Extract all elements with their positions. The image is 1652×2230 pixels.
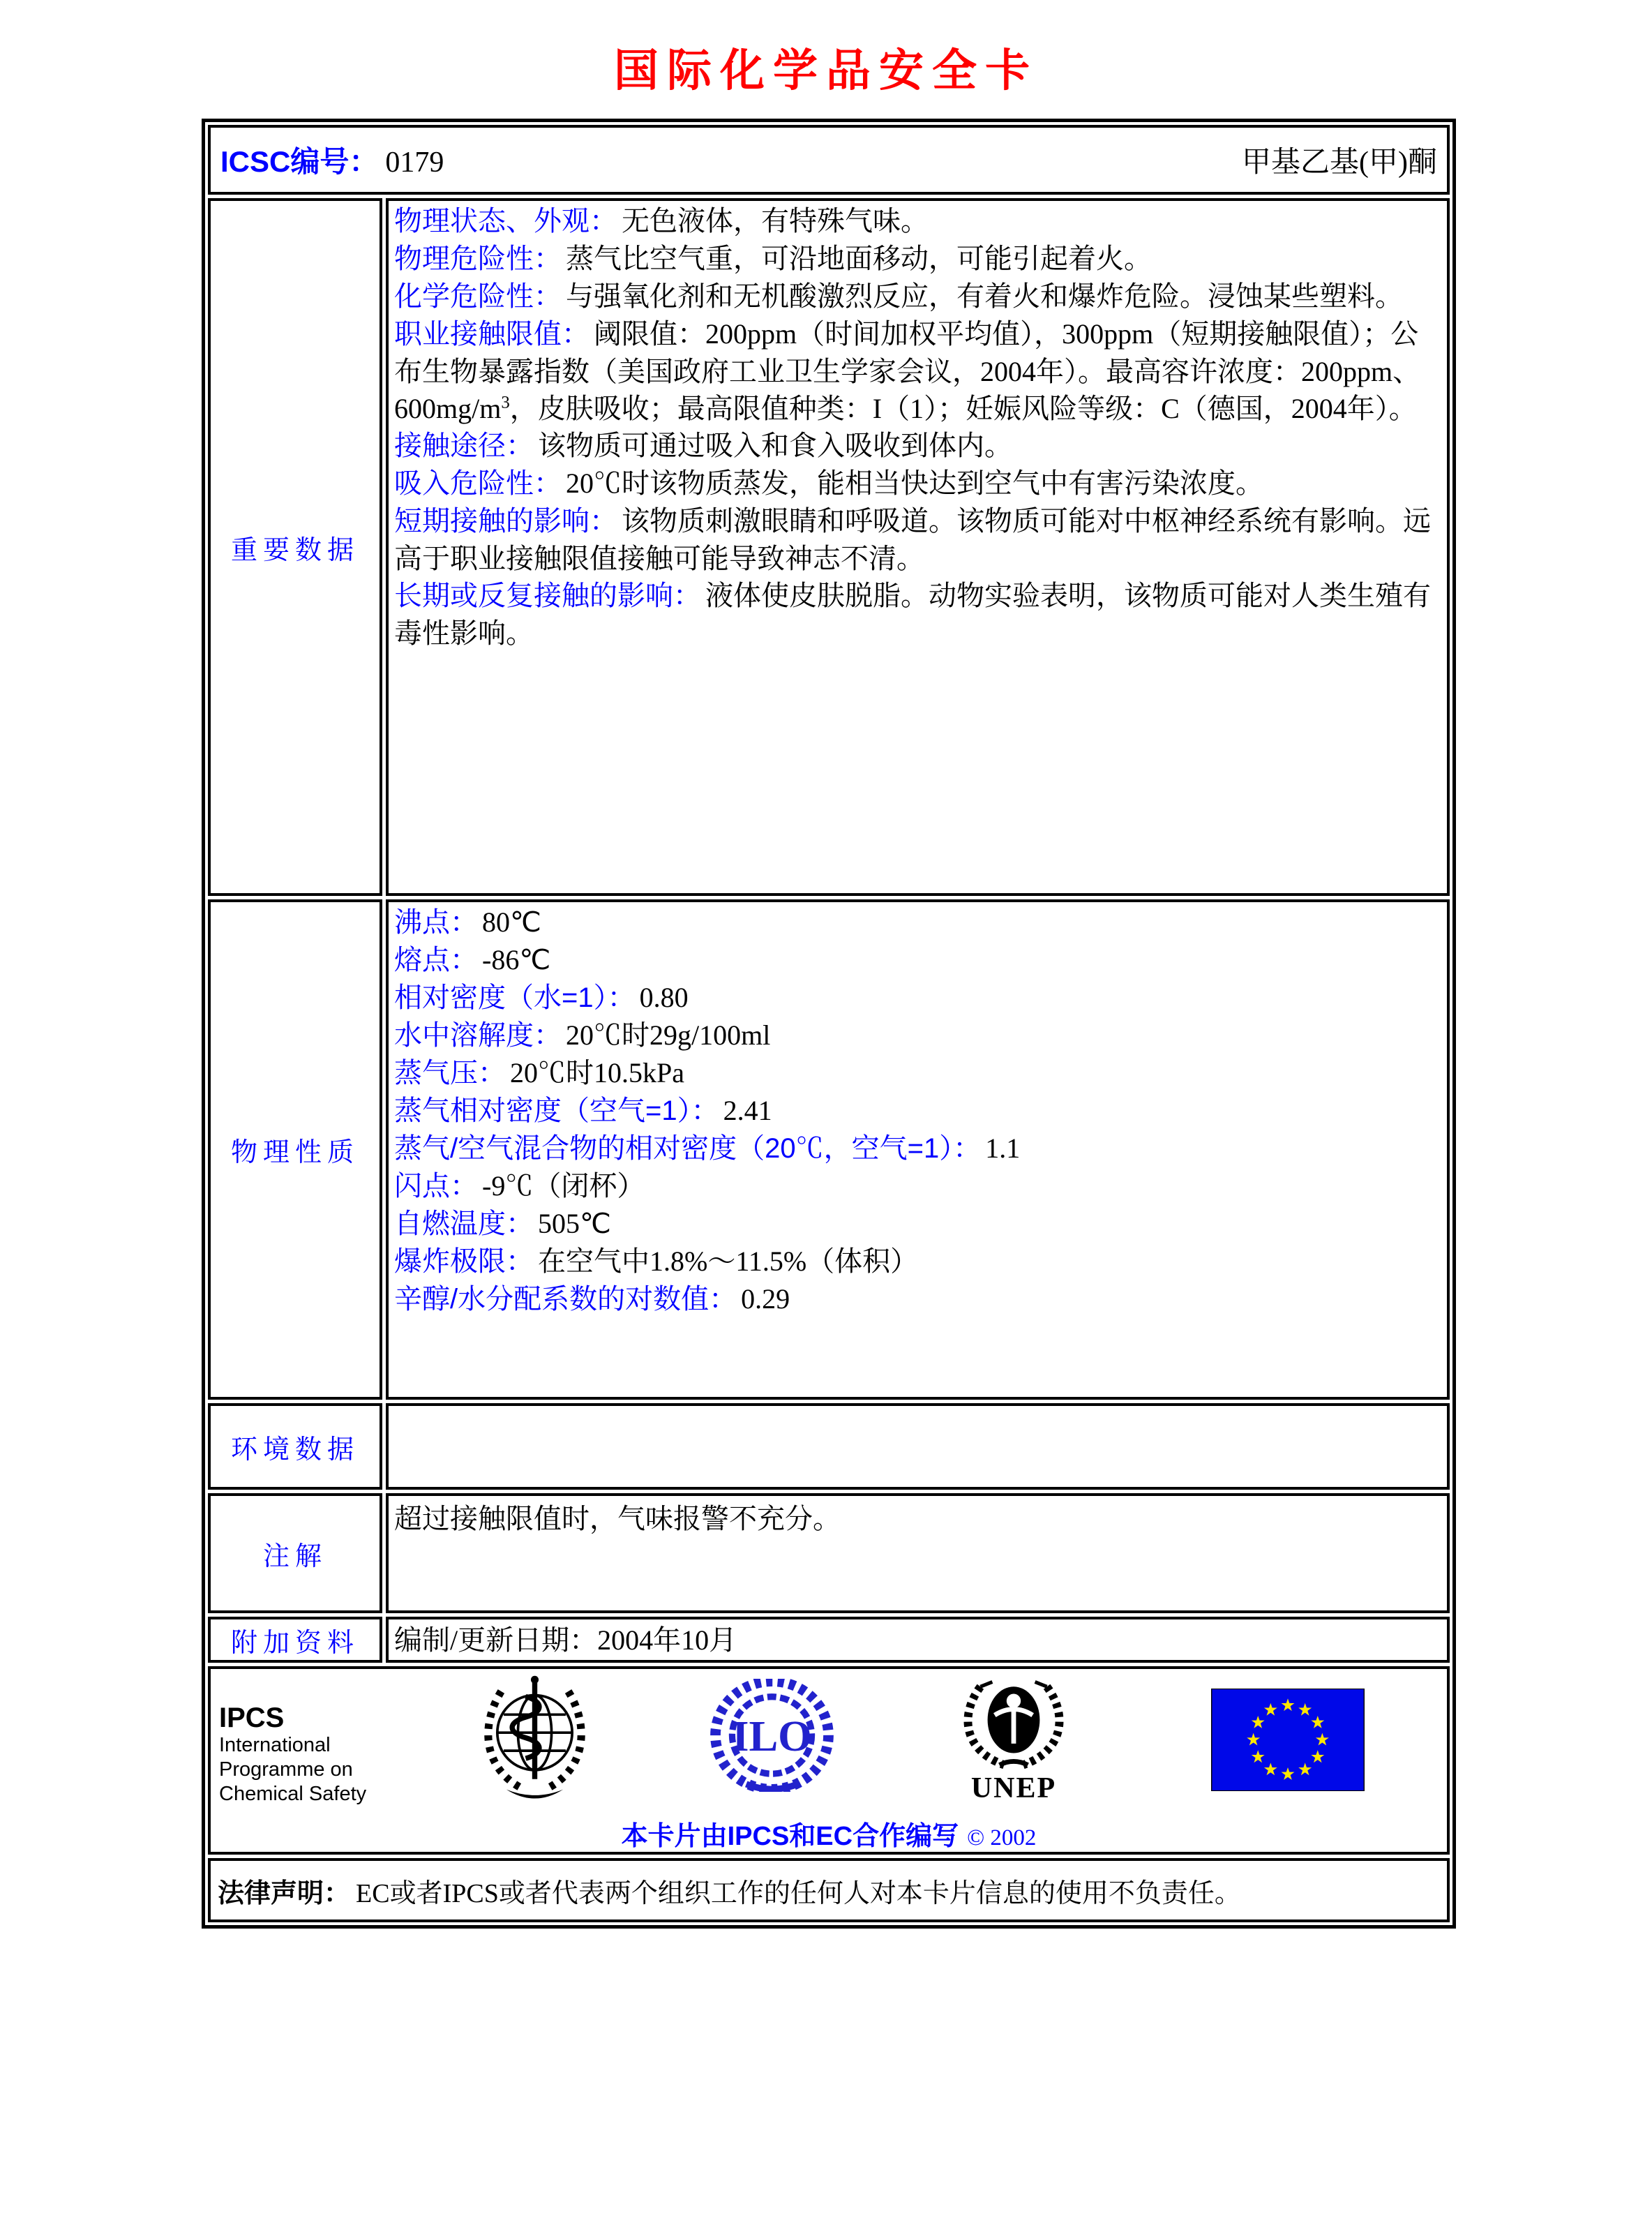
organizations-cell — [208, 1666, 1450, 1855]
field-label: 蒸气相对密度（空气=1）： — [394, 1095, 719, 1126]
field-label: 接触途径： — [394, 431, 534, 461]
text-line — [394, 202, 1441, 240]
field-value: 该物质刺激眼睛和呼吸道。该物质可能对中枢神经系统有影响。远高于职业接触限值接触可能导致神志不清。 — [394, 505, 1431, 574]
legal-text: EC或者IPCS或者代表两个组织工作的任何人对本卡片信息的使用不负责任。 — [356, 1878, 1241, 1908]
field-label: 爆炸极限： — [394, 1246, 534, 1277]
field-value: 20℃时10.5kPa — [510, 1057, 684, 1088]
icsc-number-label: ICSC编号： — [220, 145, 379, 178]
field-label: 熔点： — [394, 945, 478, 975]
icsc-number-group — [220, 139, 444, 181]
field-value: 蒸气比空气重，可沿地面移动，可能引起着火。 — [566, 243, 1152, 274]
text-line — [394, 278, 1441, 315]
text-line — [394, 240, 1441, 278]
who-logo-icon — [470, 1673, 599, 1813]
field-value: 编制/更新日期：2004年10月 — [394, 1624, 737, 1656]
copyright-text: © 2002 — [967, 1825, 1037, 1850]
unep-logo-icon — [954, 1675, 1073, 1772]
text-line — [394, 1280, 1441, 1318]
text-line — [394, 1500, 1441, 1537]
icsc-card-table — [202, 119, 1456, 1929]
page-title: 国际化学品安全卡 — [614, 45, 1038, 96]
field-value: 无色液体，有特殊气味。 — [622, 205, 929, 237]
text-line — [394, 577, 1441, 652]
field-value: 在空气中1.8%～11.5%（体积） — [538, 1245, 919, 1277]
environmental-data-row — [208, 1403, 1450, 1490]
text-line — [394, 502, 1441, 577]
text-line — [394, 1243, 1441, 1280]
field-label: 相对密度（水=1）： — [394, 982, 636, 1013]
field-value: ，皮肤吸收；最高限值种类：I（1）；妊娠风险等级：C（德国，2004年）。 — [509, 393, 1417, 424]
text-line — [394, 1054, 1441, 1092]
legal-label: 法律声明： — [218, 1878, 351, 1908]
field-label: 短期接触的影响： — [394, 506, 617, 537]
notes-section-label — [208, 1493, 382, 1613]
field-value: 0.80 — [639, 982, 689, 1013]
unep-word: UNEP — [970, 1772, 1057, 1804]
field-value: 该物质可通过吸入和食入吸收到体内。 — [538, 430, 1012, 461]
legal-row — [208, 1858, 1450, 1922]
section-label-text: 注解 — [262, 1541, 327, 1571]
organizations-row — [208, 1666, 1450, 1855]
credit-line — [211, 1814, 1447, 1853]
header-row — [208, 125, 1450, 195]
field-label: 沸点： — [394, 907, 478, 938]
notes-row — [208, 1493, 1450, 1613]
ipcs-block — [219, 1703, 366, 1806]
legal-cell — [208, 1858, 1450, 1922]
field-value: -86℃ — [482, 944, 551, 975]
field-value: 阈限值：200ppm（时间加权平均值），300ppm（短期接触限值）；公布生物暴露指数（美国政府工业卫生学家会议，2004年）。最高容许浓度：200ppm、600mg/m — [394, 318, 1421, 424]
field-value: 3 — [501, 393, 510, 412]
text-line — [394, 315, 1441, 427]
text-line — [394, 1017, 1441, 1054]
text-line — [394, 941, 1441, 979]
field-value: 80℃ — [482, 906, 541, 938]
field-label: 辛醇/水分配系数的对数值： — [394, 1284, 737, 1315]
important-data-content — [386, 198, 1450, 896]
notes-content — [386, 1493, 1450, 1613]
ipcs-subtitle-line: International — [219, 1734, 331, 1756]
field-value: 液体使皮肤脱脂。动物实验表明，该物质可能对人类生殖有毒性影响。 — [394, 580, 1431, 649]
field-value: -9℃（闭杯） — [482, 1170, 645, 1202]
field-value: 20℃时29g/100ml — [566, 1019, 771, 1051]
field-label: 蒸气压： — [394, 1058, 506, 1088]
ilo-logo-icon — [707, 1679, 836, 1792]
text-line — [394, 427, 1441, 465]
text-line — [394, 1130, 1441, 1167]
additional-info-row — [208, 1617, 1450, 1663]
ipcs-subtitle-line: Chemical Safety — [219, 1783, 367, 1805]
field-label: 化学危险性： — [394, 281, 562, 312]
physical-properties-content — [386, 899, 1450, 1400]
additional-info-content — [386, 1617, 1450, 1663]
text-line — [394, 1167, 1441, 1205]
icsc-number-value: 0179 — [385, 147, 444, 179]
chemical-name: 甲基乙基(甲)酮 — [1242, 147, 1437, 179]
field-value: 505℃ — [538, 1208, 611, 1239]
field-label: 职业接触限值： — [394, 319, 590, 350]
field-value: 与强氧化剂和无机酸激烈反应，有着火和爆炸危险。浸蚀某些塑料。 — [566, 280, 1403, 312]
eu-flag-icon — [1211, 1689, 1365, 1791]
field-label: 长期或反复接触的影响： — [394, 581, 701, 611]
text-line — [394, 904, 1441, 941]
unep-logo — [954, 1675, 1073, 1805]
field-value: 2.41 — [723, 1095, 772, 1126]
ilo-letters: ILO — [732, 1712, 812, 1761]
important-data-section-label — [208, 198, 382, 896]
header-cell — [208, 125, 1450, 195]
field-value: 1.1 — [985, 1132, 1021, 1164]
field-label: 物理状态、外观： — [394, 206, 617, 237]
field-label: 物理危险性： — [394, 244, 562, 274]
field-label: 自燃温度： — [394, 1208, 534, 1239]
field-label: 吸入危险性： — [394, 468, 562, 499]
section-label-text: 物理性质 — [230, 1138, 359, 1167]
field-value: 0.29 — [741, 1283, 790, 1315]
field-label: 水中溶解度： — [394, 1020, 562, 1051]
field-label: 蒸气/空气混合物的相对密度（20℃，空气=1）： — [394, 1133, 982, 1164]
field-label: 闪点： — [394, 1171, 478, 1202]
physical-properties-row — [208, 899, 1450, 1400]
credit-text: 本卡片由IPCS和EC合作编写 — [621, 1822, 959, 1851]
important-data-row — [208, 198, 1450, 896]
physical-properties-section-label — [208, 899, 382, 1400]
section-label-text: 附加资料 — [230, 1628, 359, 1658]
text-line — [394, 1622, 737, 1659]
section-label-text: 重要数据 — [230, 535, 359, 565]
text-line — [394, 465, 1441, 502]
text-line — [394, 979, 1441, 1017]
field-value: 超过接触限值时，气味报警不充分。 — [394, 1503, 841, 1534]
ipcs-title: IPCS — [219, 1703, 285, 1733]
additional-info-section-label — [208, 1617, 382, 1663]
environmental-data-section-label — [208, 1403, 382, 1490]
text-line — [394, 1205, 1441, 1243]
environmental-data-content — [386, 1403, 1450, 1490]
section-label-text: 环境数据 — [230, 1435, 359, 1465]
field-value: 20℃时该物质蒸发，能相当快达到空气中有害污染浓度。 — [566, 467, 1263, 499]
ipcs-subtitle-line: Programme on — [219, 1758, 353, 1781]
text-line — [394, 1092, 1441, 1130]
